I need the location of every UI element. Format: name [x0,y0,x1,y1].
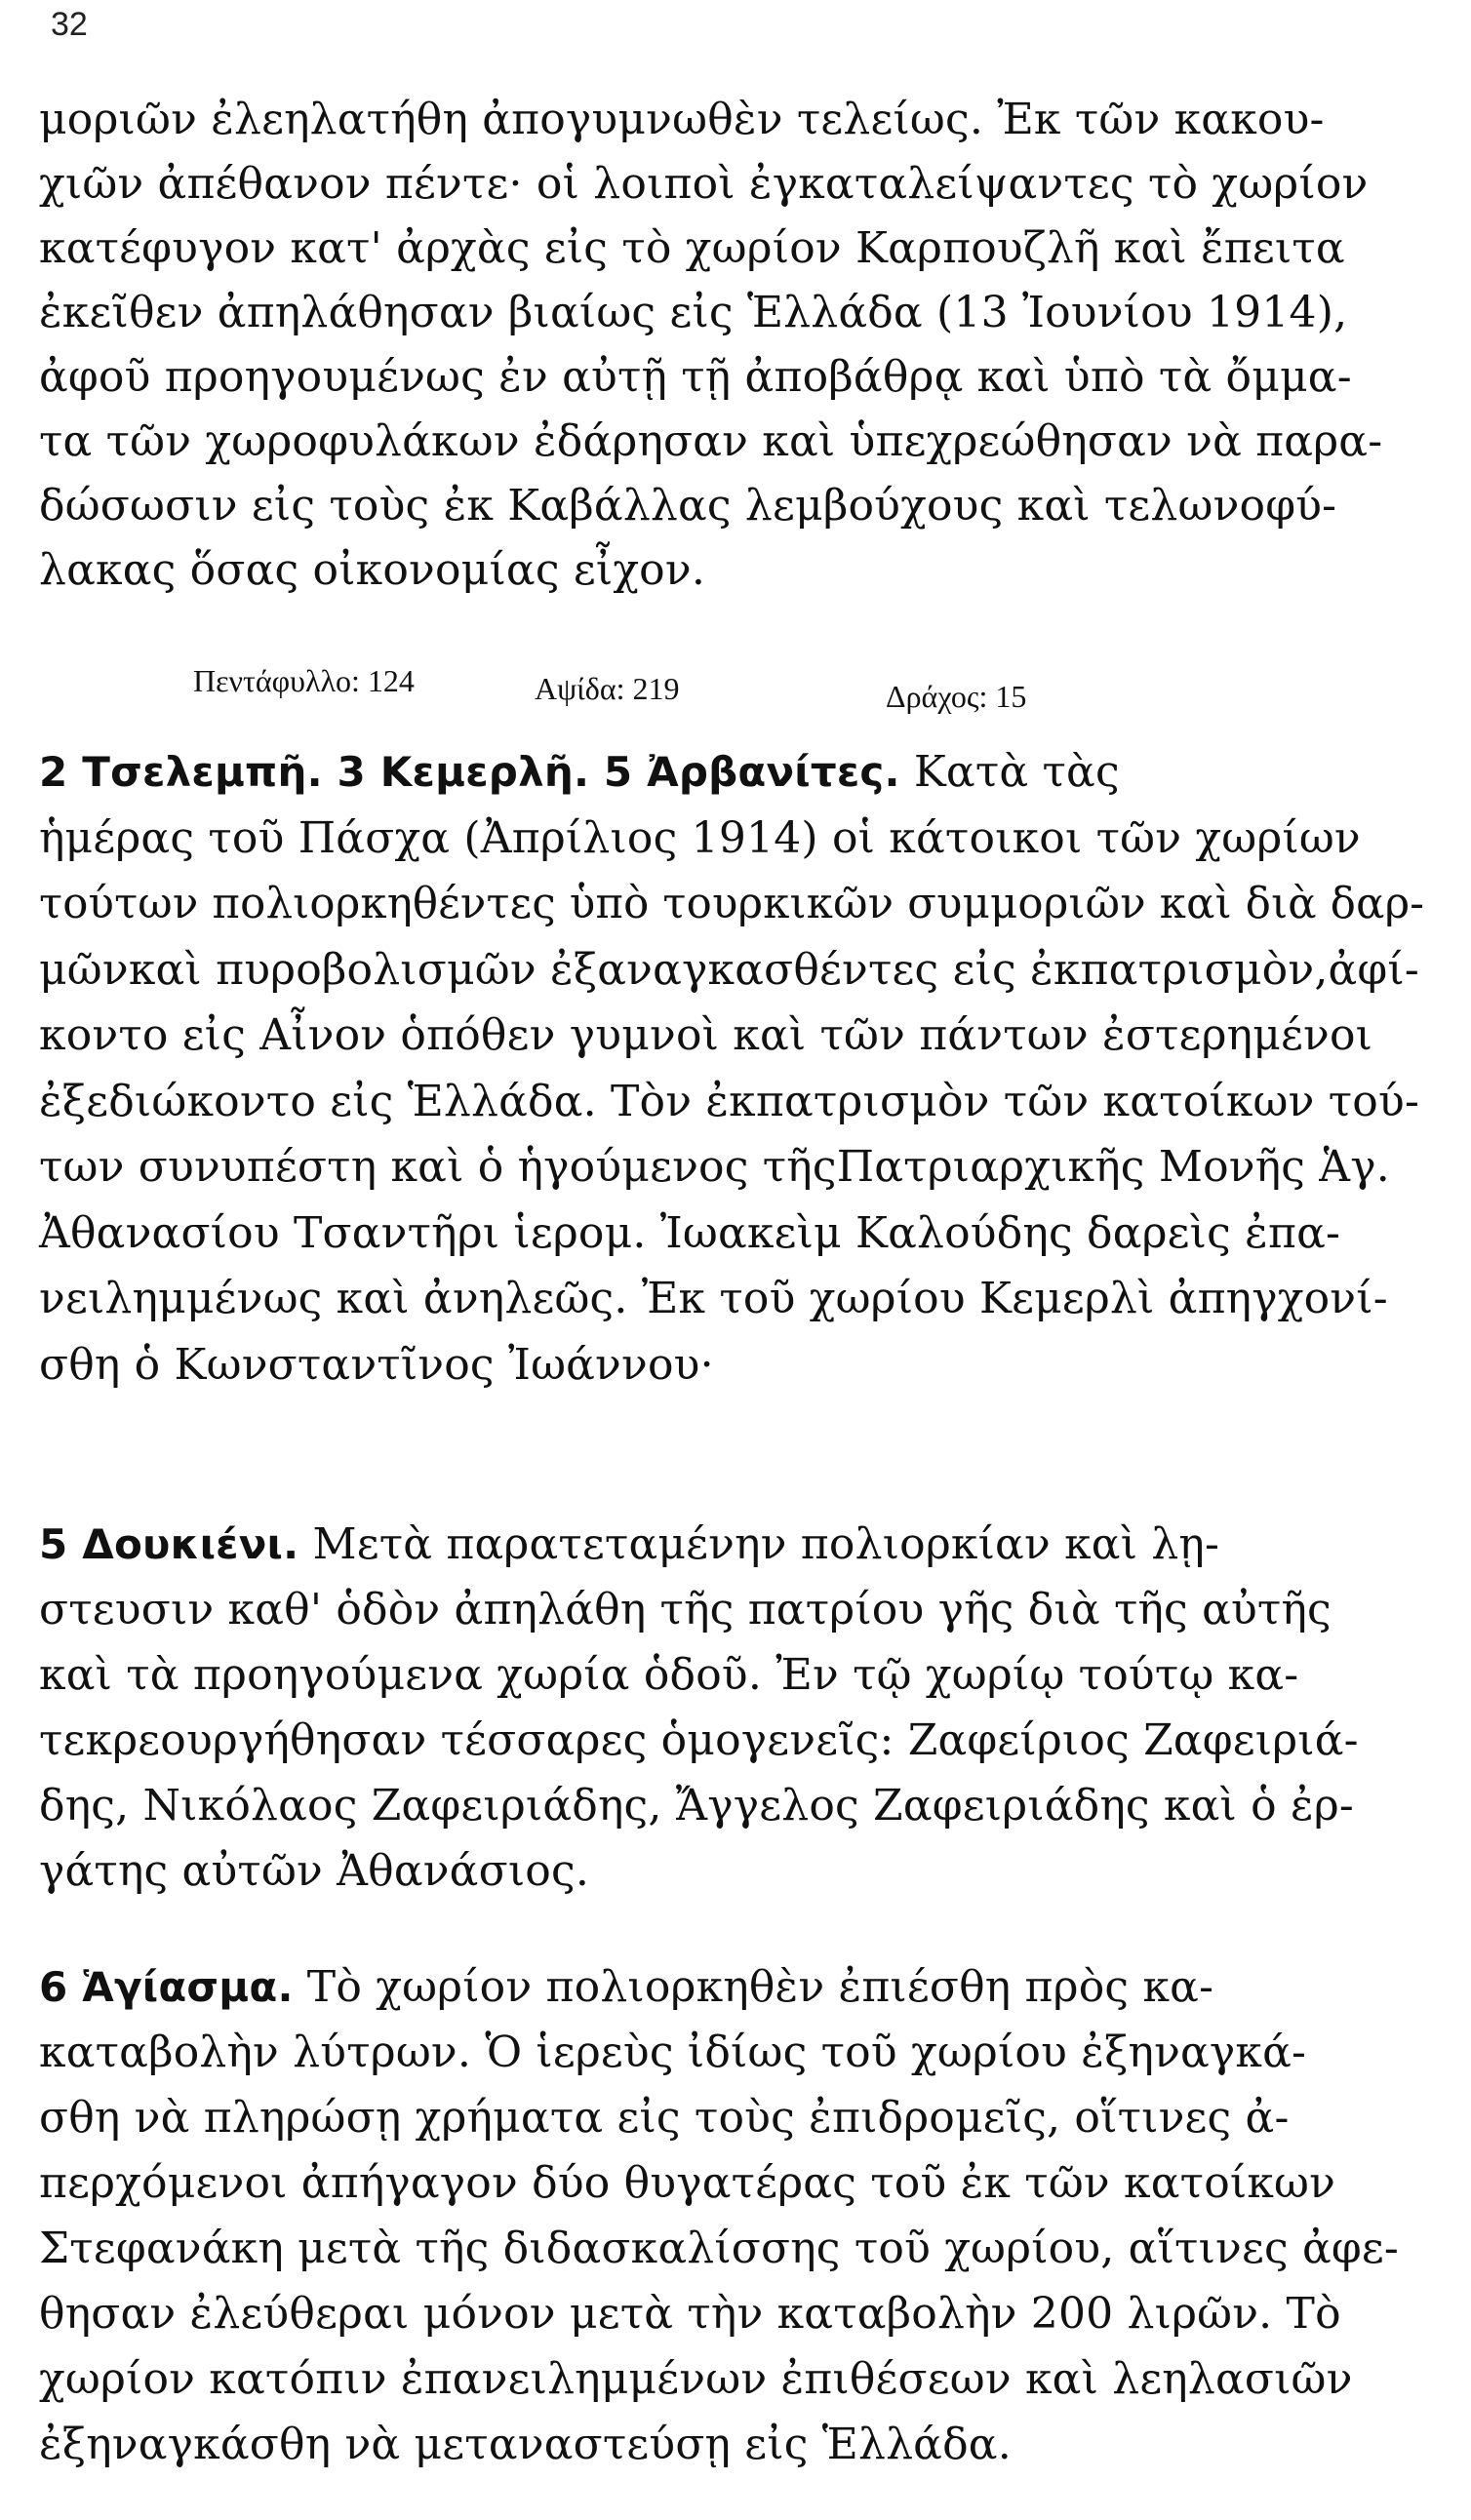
text-line: κοντο εἰς Αἶνον ὁπόθεν γυμνοὶ καὶ τῶν πάντων ἐστερημένοι [39,1010,1373,1060]
paragraph-4 [39,1954,1414,2477]
paragraph-3 [39,1512,1414,1904]
section-heading: 2 Τσελεμπῆ. 3 Κεμερλῆ. 5 Ἀρβανίτες. [39,748,900,796]
village-population-apsida: Αψίδα: 219 [535,671,680,706]
text-line: στευσιν καθ' ὁδὸν ἀπηλάθη τῆς πατρίου γῆς διὰ τῆς αὐτῆς [39,1585,1332,1634]
text-line: κατέφυγον κατ' ἀρχὰς εἰς τὸ χωρίον Καρπουζλῆ καὶ ἔπειτα [39,223,1345,273]
text-fragment: Τὸ χωρίον πολιορκηθὲν ἐπιέσθη πρὸς κα- [293,1962,1214,2012]
text-line: λακας ὅσας οἰκονομίας εἶχον. [39,545,706,595]
text-line: μῶνκαὶ πυροβολισμῶν ἐξαναγκασθέντες εἰς ἐκπατρισμὸν,ἀφί- [39,944,1419,995]
text-fragment: Κατὰ τὰς [899,747,1120,797]
text-line: ἡμέρας τοῦ Πάσχα (Ἀπρίλιος 1914) οἱ κάτοικοι τῶν χωρίων [39,812,1361,863]
paragraph-1 [39,88,1414,603]
paragraph-2 [39,739,1425,1398]
text-line: δης, Νικόλαος Ζαφειριάδης, Ἄγγελος Ζαφειριάδης καὶ ὁ ἐρ- [39,1781,1354,1831]
text-line: καὶ τὰ προηγούμενα χωρία ὁδοῦ. Ἐν τῷ χωρίῳ τούτῳ κα- [39,1650,1299,1700]
text-line: περχόμενοι ἀπήγαγον δύο θυγατέρας τοῦ ἐκ τῶν κατοίκων [39,2158,1336,2208]
text-line: σθη ὁ Κωνσταντῖνος Ἰωάννου· [39,1339,714,1390]
text-line: ἐκεῖθεν ἀπηλάθησαν βιαίως εἰς Ἑλλάδα (13 Ἰουνίου 1914), [39,288,1348,337]
text-line: γάτης αὐτῶν Ἀθανάσιος. [39,1846,590,1896]
village-population-row [0,653,1471,712]
text-line: Ἀθανασίου Τσαντῆρι ἱερομ. Ἰωακεὶμ Καλούδης δαρεὶς ἐπα- [39,1207,1341,1258]
text-line: δώσωσιν εἰς τοὺς ἐκ Καβάλλας λεμβούχους καὶ τελωνοφύ- [39,481,1337,531]
text-line: ἐξηναγκάσθη νὰ μεταναστεύσῃ εἰς Ἑλλάδα. [39,2420,1012,2469]
text-line: Στεφανάκη μετὰ τῆς διδασκαλίσσης τοῦ χωρίου, αἵτινες ἀφε- [39,2224,1399,2273]
text-line [39,739,1414,806]
text-line: τα τῶν χωροφυλάκων ἐδάρησαν καὶ ὑπεχρεώθησαν νὰ παρα- [39,416,1383,466]
text-line [39,1954,1414,2020]
text-line: θησαν ἐλεύθεραι μόνον μετὰ τὴν καταβολὴν 200 λιρῶν. Τὸ [39,2289,1341,2339]
text-line: μοριῶν ἐλεηλατήθη ἀπογυμνωθὲν τελείως. Ἐκ τῶν κακου- [39,95,1325,144]
page-number: 32 [51,6,88,43]
text-line: τούτων πολιορκηθέντες ὑπὸ τουρκικῶν συμμοριῶν καὶ διὰ δαρ- [39,879,1425,928]
village-population-drachos: Δράχος: 15 [886,679,1027,714]
village-population-pentafyllo: Πεντάφυλλο: 124 [193,663,415,698]
text-line: σθη νὰ πληρώσῃ χρήματα εἰς τοὺς ἐπιδρομεῖς, οἵτινες ἀ- [39,2093,1290,2143]
text-line: των συνυπέστη καὶ ὁ ἡγούμενος τῆςΠατριαρχικῆς Μονῆς Ἁγ. [39,1142,1390,1192]
text-line: τεκρεουργήθησαν τέσσαρες ὁμογενεῖς: Ζαφείριος Ζαφειριά- [39,1715,1359,1765]
text-line: χιῶν ἀπέθανον πέντε· οἱ λοιποὶ ἐγκαταλείψαντες τὸ χωρίον [39,159,1369,209]
text-line: ἐξεδιώκοντο εἰς Ἑλλάδα. Τὸν ἐκπατρισμὸν τῶν κατοίκων τού- [39,1076,1420,1126]
section-heading: 6 Ἁγίασμα. [39,1963,294,2011]
text-line: χωρίον κατόπιν ἐπανειλημμένων ἐπιθέσεων καὶ λεηλασιῶν [39,2354,1353,2404]
text-line: νειλημμένως καὶ ἀνηλεῶς. Ἐκ τοῦ χωρίου Κεμερλὶ ἀπηγχονί- [39,1274,1388,1323]
text-line: ἀφοῦ προηγουμένως ἐν αὐτῇ τῇ ἀποβάθρᾳ καὶ ὑπὸ τὰ ὄμμα- [39,352,1352,402]
text-line [39,1512,1414,1577]
text-fragment: Μετὰ παρατεταμένην πολιορκίαν καὶ λῃ- [298,1519,1220,1569]
section-heading: 5 Δουκιένι. [39,1520,299,1568]
text-line: καταβολὴν λύτρων. Ὁ ἱερεὺς ἰδίως τοῦ χωρίου ἐξηναγκά- [39,2028,1307,2077]
